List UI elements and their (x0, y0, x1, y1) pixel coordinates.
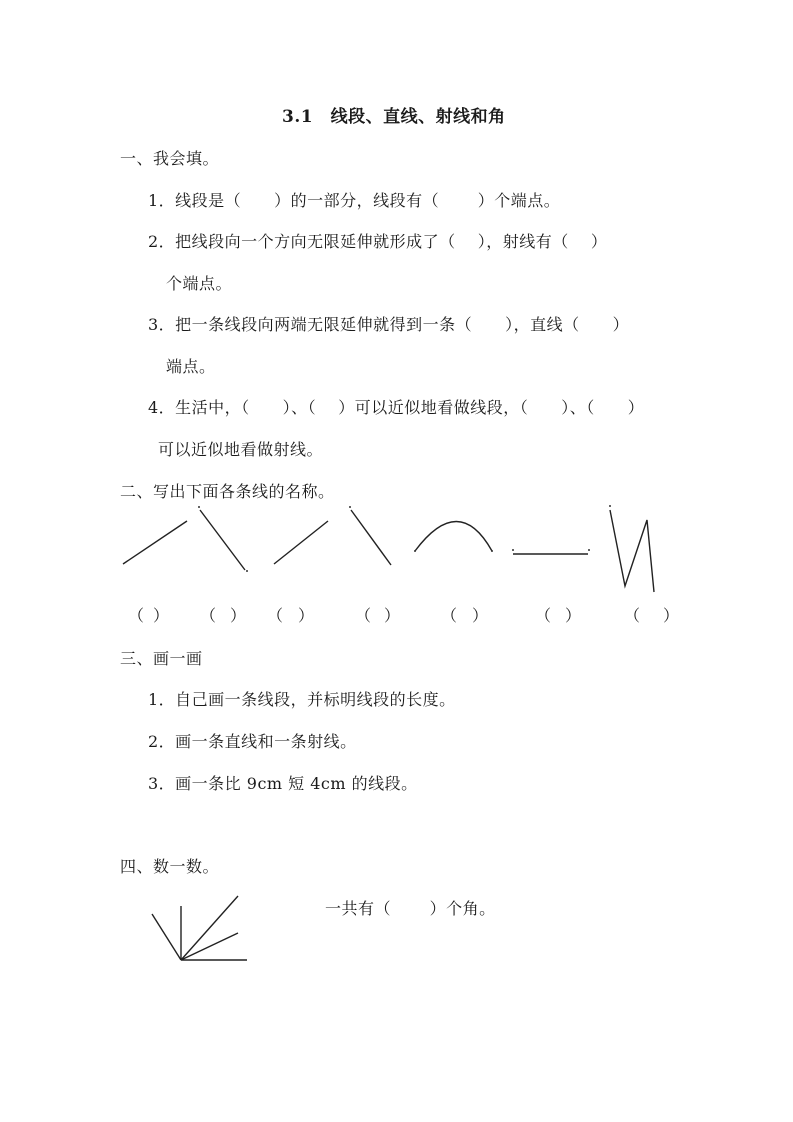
answer-blank-5-close: ） (472, 606, 489, 625)
answer-blank-2-open: （ (200, 606, 217, 625)
figure-5-curve (414, 522, 493, 553)
question-3-1: 1．自己画一条线段，并标明线段的长度。 (148, 690, 456, 709)
question-1-1: 1．线段是（ ）的一部分，线段有（ ）个端点。 (148, 191, 561, 210)
section-3-heading: 三、画一画 (120, 649, 203, 668)
answer-blank-4-close: ） (384, 606, 401, 625)
answer-blank-3-close: ） (298, 606, 315, 625)
question-3-3: 3．画一条比 9cm 短 4cm 的线段。 (148, 774, 418, 793)
question-1-4-cont: 可以近似地看做射线。 (158, 440, 324, 459)
answer-blank-5-open: （ (441, 606, 458, 625)
question-3-2: 2．画一条直线和一条射线。 (148, 732, 357, 751)
figure-1-segment (123, 521, 187, 564)
answer-blank-2-close: ） (230, 606, 247, 625)
question-1-2-cont: 个端点。 (166, 274, 233, 293)
question-4-count-angles: 一共有（ ）个角。 (325, 899, 496, 918)
figure-2-ray (198, 506, 248, 572)
section-4-heading: 四、数一数。 (120, 857, 220, 876)
answer-blank-1-open: （ (128, 606, 145, 625)
page-title: 3.1 线段、直线、射线和角 (282, 107, 506, 127)
question-1-3-cont: 端点。 (166, 357, 216, 376)
question-1-2: 2．把线段向一个方向无限延伸就形成了（ ），射线有（ ） (148, 232, 608, 251)
answer-blank-7-open: （ (624, 606, 641, 625)
answer-blank-4-open: （ (355, 606, 372, 625)
question-1-3: 3．把一条线段向两端无限延伸就得到一条（ ），直线（ ） (148, 315, 630, 334)
figure-7-polyline (609, 505, 654, 592)
angle-figure (152, 896, 247, 960)
answer-blank-7-close: ） (663, 606, 680, 625)
figure-4-ray (349, 506, 391, 565)
answer-blank-6-close: ） (565, 606, 582, 625)
section-1-heading: 一、我会填。 (120, 149, 220, 168)
answer-blank-3-open: （ (267, 606, 284, 625)
question-1-4: 4．生活中，（ ）、（ ）可以近似地看做线段，（ ）、（ ） (148, 398, 645, 417)
figure-6-segment (512, 549, 590, 554)
figure-3-segment (274, 521, 328, 564)
section-2-heading: 二、写出下面各条线的名称。 (120, 482, 335, 501)
answer-blank-6-open: （ (535, 606, 552, 625)
answer-blank-1-close: ） (153, 606, 170, 625)
